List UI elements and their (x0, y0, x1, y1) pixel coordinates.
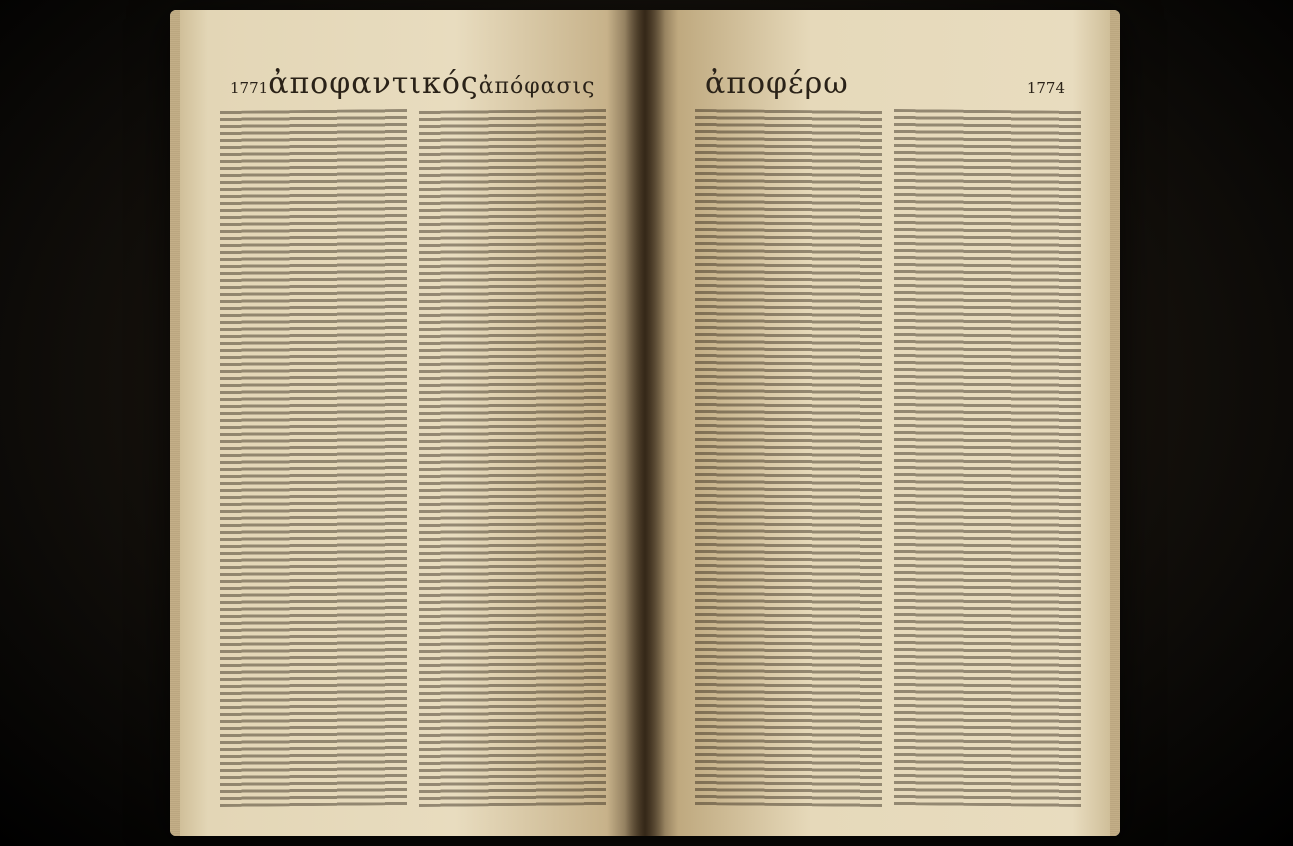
right-page-header (705, 66, 1065, 101)
right-page (645, 10, 1120, 836)
right-page-text-columns (695, 110, 1080, 806)
left-text-column-1 (220, 109, 407, 807)
left-page-number: 1771 (230, 79, 269, 97)
right-text-column-1 (695, 109, 882, 807)
left-page-header (230, 66, 596, 101)
left-page (170, 10, 645, 836)
left-page-headword: ἀποφαντικός (268, 66, 479, 101)
right-page-headword: ἀποφέρω (705, 66, 849, 101)
left-page-text-columns (220, 110, 605, 806)
page-edges-right (1110, 10, 1120, 836)
left-page-center-headword: ἀπόφασις (478, 74, 596, 99)
right-text-column-2 (894, 109, 1081, 807)
right-page-number: 1774 (1026, 79, 1065, 97)
page-edges-left (170, 10, 180, 836)
open-book (170, 10, 1120, 836)
left-text-column-2 (419, 109, 606, 807)
